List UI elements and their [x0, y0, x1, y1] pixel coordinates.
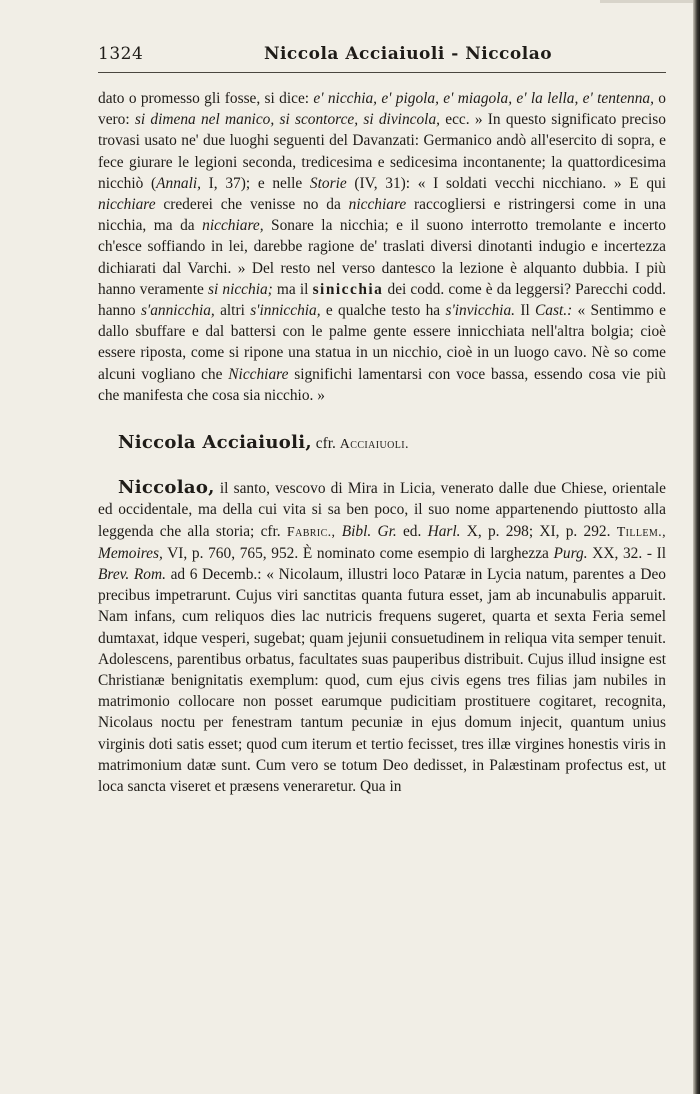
page-top-line: [600, 0, 700, 3]
cross-reference: Acciaiuoli.: [339, 437, 409, 453]
headword: Niccolao,: [118, 477, 215, 499]
page-number: 1324: [98, 44, 144, 64]
page-edge-shadow: [693, 0, 700, 1094]
page-body: [98, 88, 666, 797]
paragraph-continuation: dato o promesso gli fosse, si dice: e' nicchia, e' pigola, e' miagola, e' la lella, e' tentenna, o vero: si dimena nel manico, si scontorce, si divincola, ecc. » In questo significato preciso trovasi usato ne' due luoghi seguenti del Davanzati: Germanico andò all'esercito di sopra, e fece giurare le legioni seconda, tredicesima e sedicesima incontanente; la quattordicesima nicchiò (Annali, I, 37); e nelle Storie (IV, 31): « I soldati vecchi nicchiano. » E qui nicchiare crederei che venisse no da nicchiare raccogliersi e ristringersi come in una nicchia, ma da nicchiare, Sonare la nicchia; e il suono interrotto tremolante e incerto ch'esce soffiando in lei, darebbe ragione de' traslati diversi dinotanti indugio e incertezza dichiarati dal Varchi. » Del resto nel verso dantesco la lezione è alquanto dubbia. I più hanno veramente si nicchia; ma il sinicchia dei codd. come è da leggersi? Parecchi codd. hanno s'annicchia, altri s'innicchia, e qualche testo ha s'invicchia. Il Cast.: « Sentimmo e dallo sbuffare e dal battersi con le palme gente essere innicchiata nell'altra bolgia; cioè essere riposta, come si ripone una statua in un nicchio, cioè in un luogo cavo. Nè so come alcuni vogliano che Nicchiare significhi lamentarsi con voce bassa, essendo cosa vie più che manifesta che cosa sia nicchio. »: [98, 90, 666, 404]
entry-niccolao: Niccolao, il santo, vescovo di Mira in Licia, venerato dalle due Chiese, orientale ed occidentale, ma della cui vita si sa ben poco, il suo nome appartenendo piuttosto alla leggenda che alla storia; cfr. Fabric., Bibl. Gr. ed. Harl. X, p. 298; XI, p. 292. Tillem., Memoires, VI, p. 760, 765, 952. È nominato come esempio di larghezza Purg. XX, 32. - Il Brev. Rom. ad 6 Decemb.: « Nicolaum, illustri loco Pataræ in Lycia natum, parentes a Deo precibus impetrarunt. Cujus viri sanctitas quanta futura esset, jam ab incunabulis apparuit. Nam infans, cum reliquos dies lac nutricis frequens sugeret, quarta et sexta Feria semel dumtaxat, idque vesperi, sugebat; quam jejunii consuetudinem in reliqua vita semper tenuit. Adolescens, parentibus orbatus, facultates suas pauperibus distribuit. Cujus illud insigne est Christianæ benignitatis exemplum: quod, cum ejus civis egens tres filias jam nubiles in matrimonio collocare non posset earumque pudicitiam prostituere cogitaret, recognita, Nicolaus noctu per fenestram tantum pecuniæ in ejus domum injecit, quantum unius virginis doti satis esset; quod cum iterum et tertio fecisset, tres illæ virgines honestis viris in matrimonium datæ sunt. Cum vero se totum Deo dedisset, in Palæstinam profectus est, ut loca sancta viseret et præsens veneraretur. Qua in: [98, 477, 666, 796]
page-header: [98, 42, 666, 73]
running-title: Niccola Acciaiuoli - Niccolao: [263, 44, 553, 64]
headword: Niccola Acciaiuoli,: [118, 432, 312, 454]
entry-niccola-acciaiuoli: Niccola Acciaiuoli, cfr. Acciaiuoli.: [118, 432, 409, 454]
